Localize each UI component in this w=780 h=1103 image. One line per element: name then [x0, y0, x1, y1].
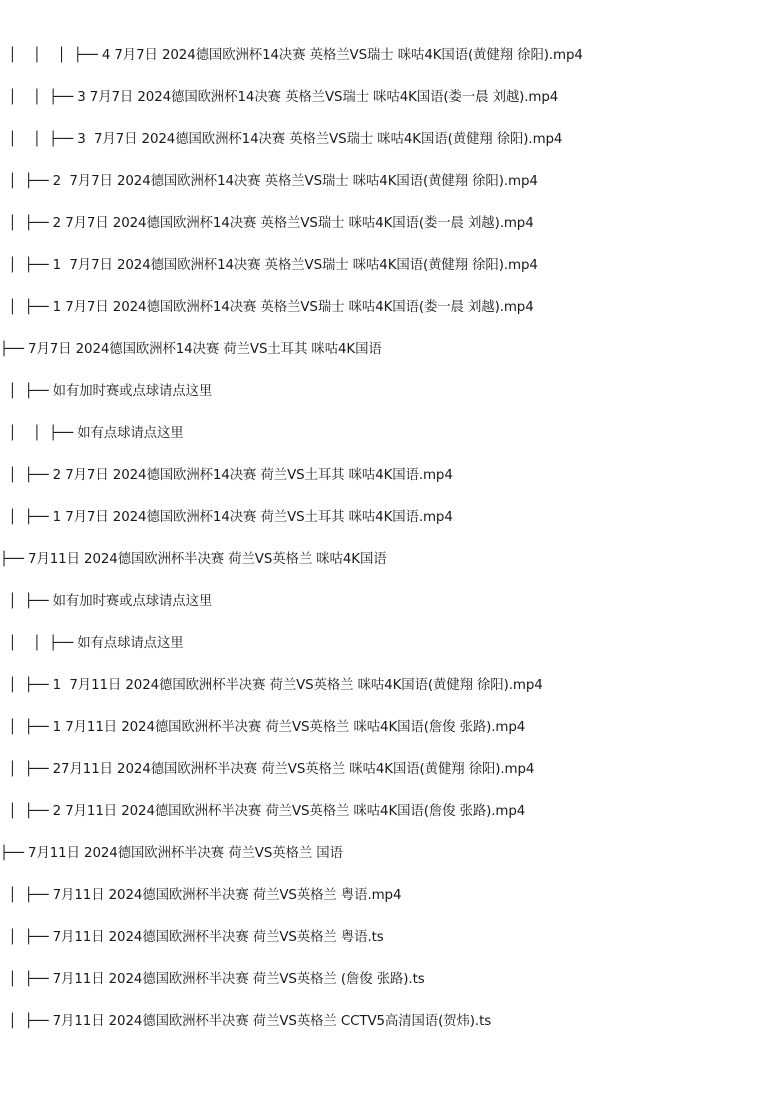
- tree-line-label: 2 7月7日 2024德国欧洲杯14决赛 英格兰VS瑞士 咪咕4K国语(娄一晨 刘越).mp4: [52, 216, 534, 231]
- tree-line-label: 7月11日 2024德国欧洲杯半决赛 荷兰VS英格兰 国语: [28, 846, 343, 861]
- tree-line: [0, 875, 780, 917]
- tree-connector: │ ├──: [0, 216, 53, 231]
- tree-line-label: 27月11日 2024德国欧洲杯半决赛 荷兰VS英格兰 咪咕4K国语(黄健翔 徐阳).mp4: [52, 762, 535, 777]
- tree-connector: ├──: [0, 552, 29, 567]
- tree-connector: │ ├──: [0, 468, 53, 483]
- tree-line: [0, 77, 780, 119]
- file-tree: [0, 35, 780, 1043]
- tree-connector: │ ├──: [0, 930, 53, 945]
- tree-connector: │ ├──: [0, 384, 53, 399]
- tree-line: [0, 245, 780, 287]
- tree-line: [0, 749, 780, 791]
- tree-line-label: 7月7日 2024德国欧洲杯14决赛 荷兰VS土耳其 咪咕4K国语: [28, 342, 382, 357]
- tree-connector: │ ├──: [0, 174, 53, 189]
- tree-connector: │ │ │ ├──: [0, 48, 102, 63]
- tree-line-label: 7月11日 2024德国欧洲杯半决赛 荷兰VS英格兰 咪咕4K国语: [28, 552, 387, 567]
- tree-line: [0, 497, 780, 539]
- tree-connector: │ ├──: [0, 678, 53, 693]
- tree-line-label: 2 7月11日 2024德国欧洲杯半决赛 荷兰VS英格兰 咪咕4K国语(詹俊 张路).mp4: [52, 804, 526, 819]
- tree-line-label: 1 7月7日 2024德国欧洲杯14决赛 荷兰VS土耳其 咪咕4K国语.mp4: [52, 510, 453, 525]
- tree-line-label: 1 7月11日 2024德国欧洲杯半决赛 荷兰VS英格兰 咪咕4K国语(黄健翔 徐阳).mp4: [52, 678, 543, 693]
- tree-connector: │ │ ├──: [0, 90, 78, 105]
- tree-connector: │ ├──: [0, 804, 53, 819]
- tree-line-label: 如有加时赛或点球请点这里: [52, 384, 213, 399]
- tree-line: [0, 1001, 780, 1043]
- tree-line: [0, 917, 780, 959]
- tree-line: [0, 665, 780, 707]
- tree-line-label: 2 7月7日 2024德国欧洲杯14决赛 英格兰VS瑞士 咪咕4K国语(黄健翔 徐阳).mp4: [52, 174, 538, 189]
- tree-line: [0, 539, 780, 581]
- tree-line-label: 7月11日 2024德国欧洲杯半决赛 荷兰VS英格兰 粤语.mp4: [52, 888, 402, 903]
- tree-line-label: 如有点球请点这里: [77, 636, 184, 651]
- tree-line: [0, 707, 780, 749]
- tree-line: [0, 371, 780, 413]
- tree-line-label: 1 7月7日 2024德国欧洲杯14决赛 英格兰VS瑞士 咪咕4K国语(娄一晨 刘越).mp4: [52, 300, 534, 315]
- tree-line: [0, 455, 780, 497]
- tree-line: [0, 833, 780, 875]
- tree-connector: │ ├──: [0, 762, 53, 777]
- tree-connector: │ ├──: [0, 258, 53, 273]
- tree-line-label: 1 7月11日 2024德国欧洲杯半决赛 荷兰VS英格兰 咪咕4K国语(詹俊 张路).mp4: [52, 720, 526, 735]
- tree-connector: │ │ ├──: [0, 426, 78, 441]
- tree-line: [0, 329, 780, 371]
- tree-connector: │ ├──: [0, 888, 53, 903]
- tree-line: [0, 119, 780, 161]
- tree-line-label: 7月11日 2024德国欧洲杯半决赛 荷兰VS英格兰 (詹俊 张路).ts: [52, 972, 425, 987]
- tree-line: [0, 287, 780, 329]
- tree-connector: │ │ ├──: [0, 132, 78, 147]
- tree-line-label: 如有点球请点这里: [77, 426, 184, 441]
- tree-line-label: 7月11日 2024德国欧洲杯半决赛 荷兰VS英格兰 粤语.ts: [52, 930, 384, 945]
- tree-line-label: 4 7月7日 2024德国欧洲杯14决赛 英格兰VS瑞士 咪咕4K国语(黄健翔 徐阳).mp4: [101, 48, 583, 63]
- tree-line-label: 7月11日 2024德国欧洲杯半决赛 荷兰VS英格兰 CCTV5高清国语(贺炜).ts: [52, 1014, 492, 1029]
- tree-line: [0, 959, 780, 1001]
- tree-line: [0, 35, 780, 77]
- tree-line-label: 1 7月7日 2024德国欧洲杯14决赛 英格兰VS瑞士 咪咕4K国语(黄健翔 徐阳).mp4: [52, 258, 538, 273]
- tree-line-label: 3 7月7日 2024德国欧洲杯14决赛 英格兰VS瑞士 咪咕4K国语(黄健翔 徐阳).mp4: [77, 132, 563, 147]
- tree-connector: ├──: [0, 846, 29, 861]
- tree-line: [0, 581, 780, 623]
- tree-line-label: 如有加时赛或点球请点这里: [52, 594, 213, 609]
- tree-connector: │ ├──: [0, 594, 53, 609]
- tree-line: [0, 413, 780, 455]
- tree-line: [0, 791, 780, 833]
- tree-line-label: 3 7月7日 2024德国欧洲杯14决赛 英格兰VS瑞士 咪咕4K国语(娄一晨 刘越).mp4: [77, 90, 559, 105]
- tree-line-label: 2 7月7日 2024德国欧洲杯14决赛 荷兰VS土耳其 咪咕4K国语.mp4: [52, 468, 453, 483]
- tree-line: [0, 161, 780, 203]
- tree-connector: │ ├──: [0, 300, 53, 315]
- tree-connector: ├──: [0, 342, 29, 357]
- tree-line: [0, 623, 780, 665]
- tree-connector: │ ├──: [0, 972, 53, 987]
- tree-connector: │ ├──: [0, 510, 53, 525]
- tree-connector: │ ├──: [0, 720, 53, 735]
- tree-line: [0, 203, 780, 245]
- tree-connector: │ ├──: [0, 1014, 53, 1029]
- tree-connector: │ │ ├──: [0, 636, 78, 651]
